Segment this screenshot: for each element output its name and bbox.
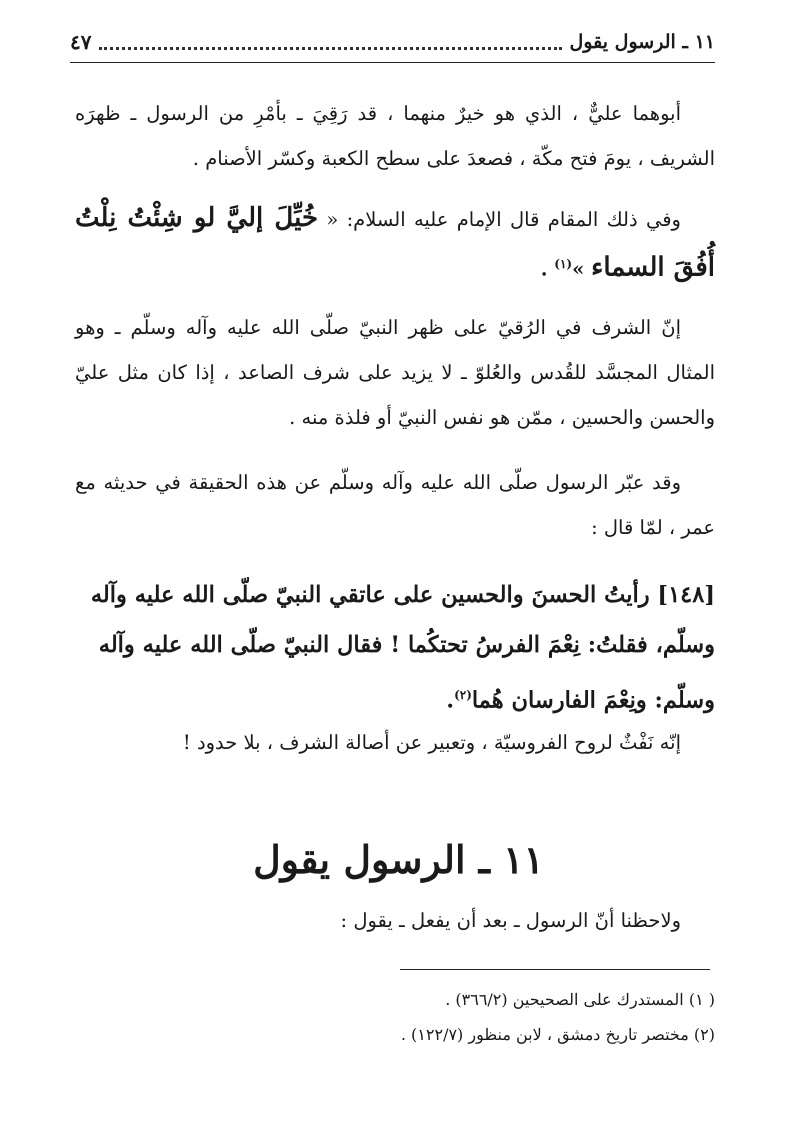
running-header bbox=[70, 22, 715, 63]
paragraph-2-end: . bbox=[540, 257, 555, 281]
hadith-text: رأيتُ الحسنَ والحسين على عاتقي النبيّ صلّى الله عليه وآله وسلّم، فقلتُ: نِعْمَ الفرسُ تحتكُما ! فقال النبيّ صلّى الله عليه وآله وسلّم: ونِعْمَ الفارسان هُما bbox=[90, 582, 715, 714]
page-number: ٤٧ bbox=[70, 30, 92, 54]
footnote-1: ( ١) المستدرك على الصحيحين (٣٦٦/٢) . bbox=[445, 990, 715, 1009]
section-title: ١١ ـ الرسول يقول bbox=[253, 837, 544, 882]
footnote-ref-2: (٢) bbox=[454, 688, 472, 702]
hadith-number: [١٤٨] bbox=[657, 582, 715, 608]
footnote-2: (٢) مختصر تاريخ دمشق ، لابن منظور (١٢٢/٧) . bbox=[400, 1025, 715, 1044]
paragraph-1: أبوهما عليٌّ ، الذي هو خيرٌ منهما ، قد رَقِيَ ـ بأمْرِ من الرسول ـ ظهرَه الشريف ، يومَ فتح مكّة ، فصعدَ على سطح الكعبة وكسّر الأصنام . bbox=[75, 102, 715, 170]
hadith-end: . bbox=[446, 687, 455, 714]
paragraph-2 bbox=[75, 196, 715, 292]
paragraph-3: إنّ الشرف في الرُقيّ على ظهر النبيّ صلّى الله عليه وآله وسلّم ـ وهو المثال المجسَّد للقُدس والعُلوّ ـ لا يزيد على شرف الصاعد ، إذا كان مثل عليّ والحسن والحسين ، ممّن هو نفس النبيّ أو فلذة منه . bbox=[75, 316, 715, 429]
paragraph-4: وقد عبّر الرسول صلّى الله عليه وآله وسلّم عن هذه الحقيقة في حديثه مع عمر ، لمّا قال : bbox=[75, 471, 715, 539]
paragraph-2-lead: وفي ذلك المقام قال الإمام عليه السلام: « bbox=[318, 208, 681, 231]
hadith-block bbox=[75, 570, 715, 726]
imam-quote: خُيِّلَ إليَّ لو شِئْتُ نِلْتُ أُفُقَ السماء bbox=[75, 203, 715, 283]
footnote-divider bbox=[400, 969, 710, 970]
dot-leader bbox=[99, 47, 561, 50]
footnote-ref-1: (١) bbox=[554, 257, 573, 271]
quote-close: » bbox=[572, 257, 592, 281]
running-title: ١١ ـ الرسول يقول bbox=[569, 31, 715, 53]
closing-paragraph: إنّه نَفْثٌ لروح الفروسيّة ، وتعبير عن أصالة الشرف ، بلا حدود ! bbox=[182, 731, 681, 754]
section-intro: ولاحظنا أنّ الرسول ـ بعد أن يفعل ـ يقول : bbox=[340, 909, 681, 932]
